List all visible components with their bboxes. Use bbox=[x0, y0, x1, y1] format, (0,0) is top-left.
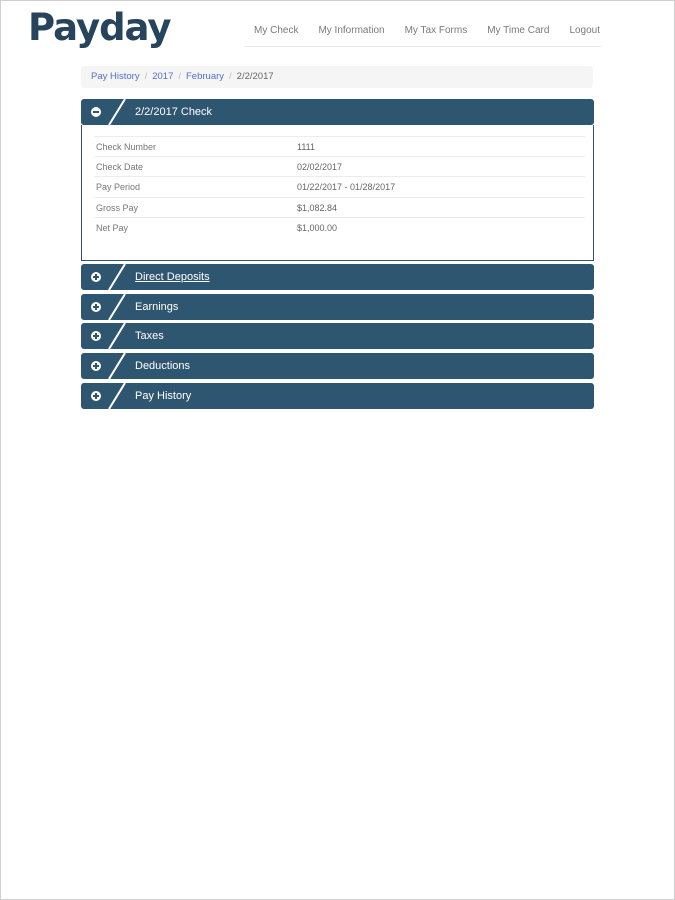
nav-my-information[interactable]: My Information bbox=[318, 24, 385, 36]
section-deductions[interactable] bbox=[81, 353, 594, 379]
row-label: Check Date bbox=[96, 162, 144, 172]
check-panel-title: 2/2/2017 Check bbox=[135, 106, 213, 118]
breadcrumb-separator: / bbox=[144, 71, 148, 82]
divider-slash-icon bbox=[103, 264, 131, 290]
row-label: Pay Period bbox=[96, 182, 141, 192]
expand-plus-icon[interactable] bbox=[91, 391, 101, 401]
breadcrumb-year[interactable]: 2017 bbox=[152, 71, 174, 82]
breadcrumb bbox=[81, 66, 593, 88]
section-taxes[interactable] bbox=[81, 323, 594, 349]
divider-slash-icon bbox=[103, 294, 131, 320]
breadcrumb-month[interactable]: February bbox=[186, 71, 225, 82]
check-panel-body bbox=[81, 125, 594, 261]
nav-my-tax-forms[interactable]: My Tax Forms bbox=[404, 24, 468, 36]
row-value: $1,082.84 bbox=[297, 203, 338, 213]
pay-period-row bbox=[94, 176, 585, 197]
expand-plus-icon[interactable] bbox=[91, 361, 101, 371]
section-title[interactable]: Earnings bbox=[135, 301, 179, 313]
section-title[interactable]: Taxes bbox=[135, 330, 164, 342]
check-number-row bbox=[94, 136, 585, 157]
divider-slash-icon bbox=[103, 383, 131, 409]
expand-plus-icon[interactable] bbox=[91, 331, 101, 341]
expand-plus-icon[interactable] bbox=[91, 272, 101, 282]
expand-plus-icon[interactable] bbox=[91, 302, 101, 312]
row-label: Gross Pay bbox=[96, 203, 139, 213]
row-label: Net Pay bbox=[96, 223, 129, 233]
collapse-minus-icon[interactable] bbox=[91, 107, 101, 117]
divider-slash-icon bbox=[103, 99, 131, 125]
row-value: 02/02/2017 bbox=[297, 162, 343, 172]
row-value: $1,000.00 bbox=[297, 223, 338, 233]
section-title[interactable]: Direct Deposits bbox=[135, 271, 210, 283]
section-title[interactable]: Deductions bbox=[135, 360, 191, 372]
net-pay-row bbox=[94, 217, 585, 238]
payday-logo[interactable]: Payday bbox=[28, 6, 171, 49]
top-nav bbox=[244, 14, 602, 47]
divider-slash-icon bbox=[103, 353, 131, 379]
breadcrumb-pay-history[interactable]: Pay History bbox=[91, 71, 140, 82]
nav-my-check[interactable]: My Check bbox=[254, 24, 299, 36]
nav-logout[interactable]: Logout bbox=[569, 24, 601, 36]
divider-slash-icon bbox=[103, 323, 131, 349]
row-value: 1111 bbox=[297, 142, 316, 152]
row-value: 01/22/2017 - 01/28/2017 bbox=[297, 182, 396, 192]
gross-pay-row bbox=[94, 197, 585, 218]
section-title[interactable]: Pay History bbox=[135, 390, 192, 402]
check-panel-header[interactable] bbox=[81, 99, 594, 125]
section-direct-deposits[interactable] bbox=[81, 264, 594, 290]
section-earnings[interactable] bbox=[81, 294, 594, 320]
breadcrumb-separator: / bbox=[229, 71, 232, 82]
nav-my-time-card[interactable]: My Time Card bbox=[487, 24, 550, 36]
breadcrumb-separator: / bbox=[178, 71, 181, 82]
row-label: Check Number bbox=[96, 142, 157, 152]
check-date-row bbox=[94, 156, 585, 177]
breadcrumb-current: 2/2/2017 bbox=[236, 71, 274, 82]
section-pay-history[interactable] bbox=[81, 383, 594, 409]
